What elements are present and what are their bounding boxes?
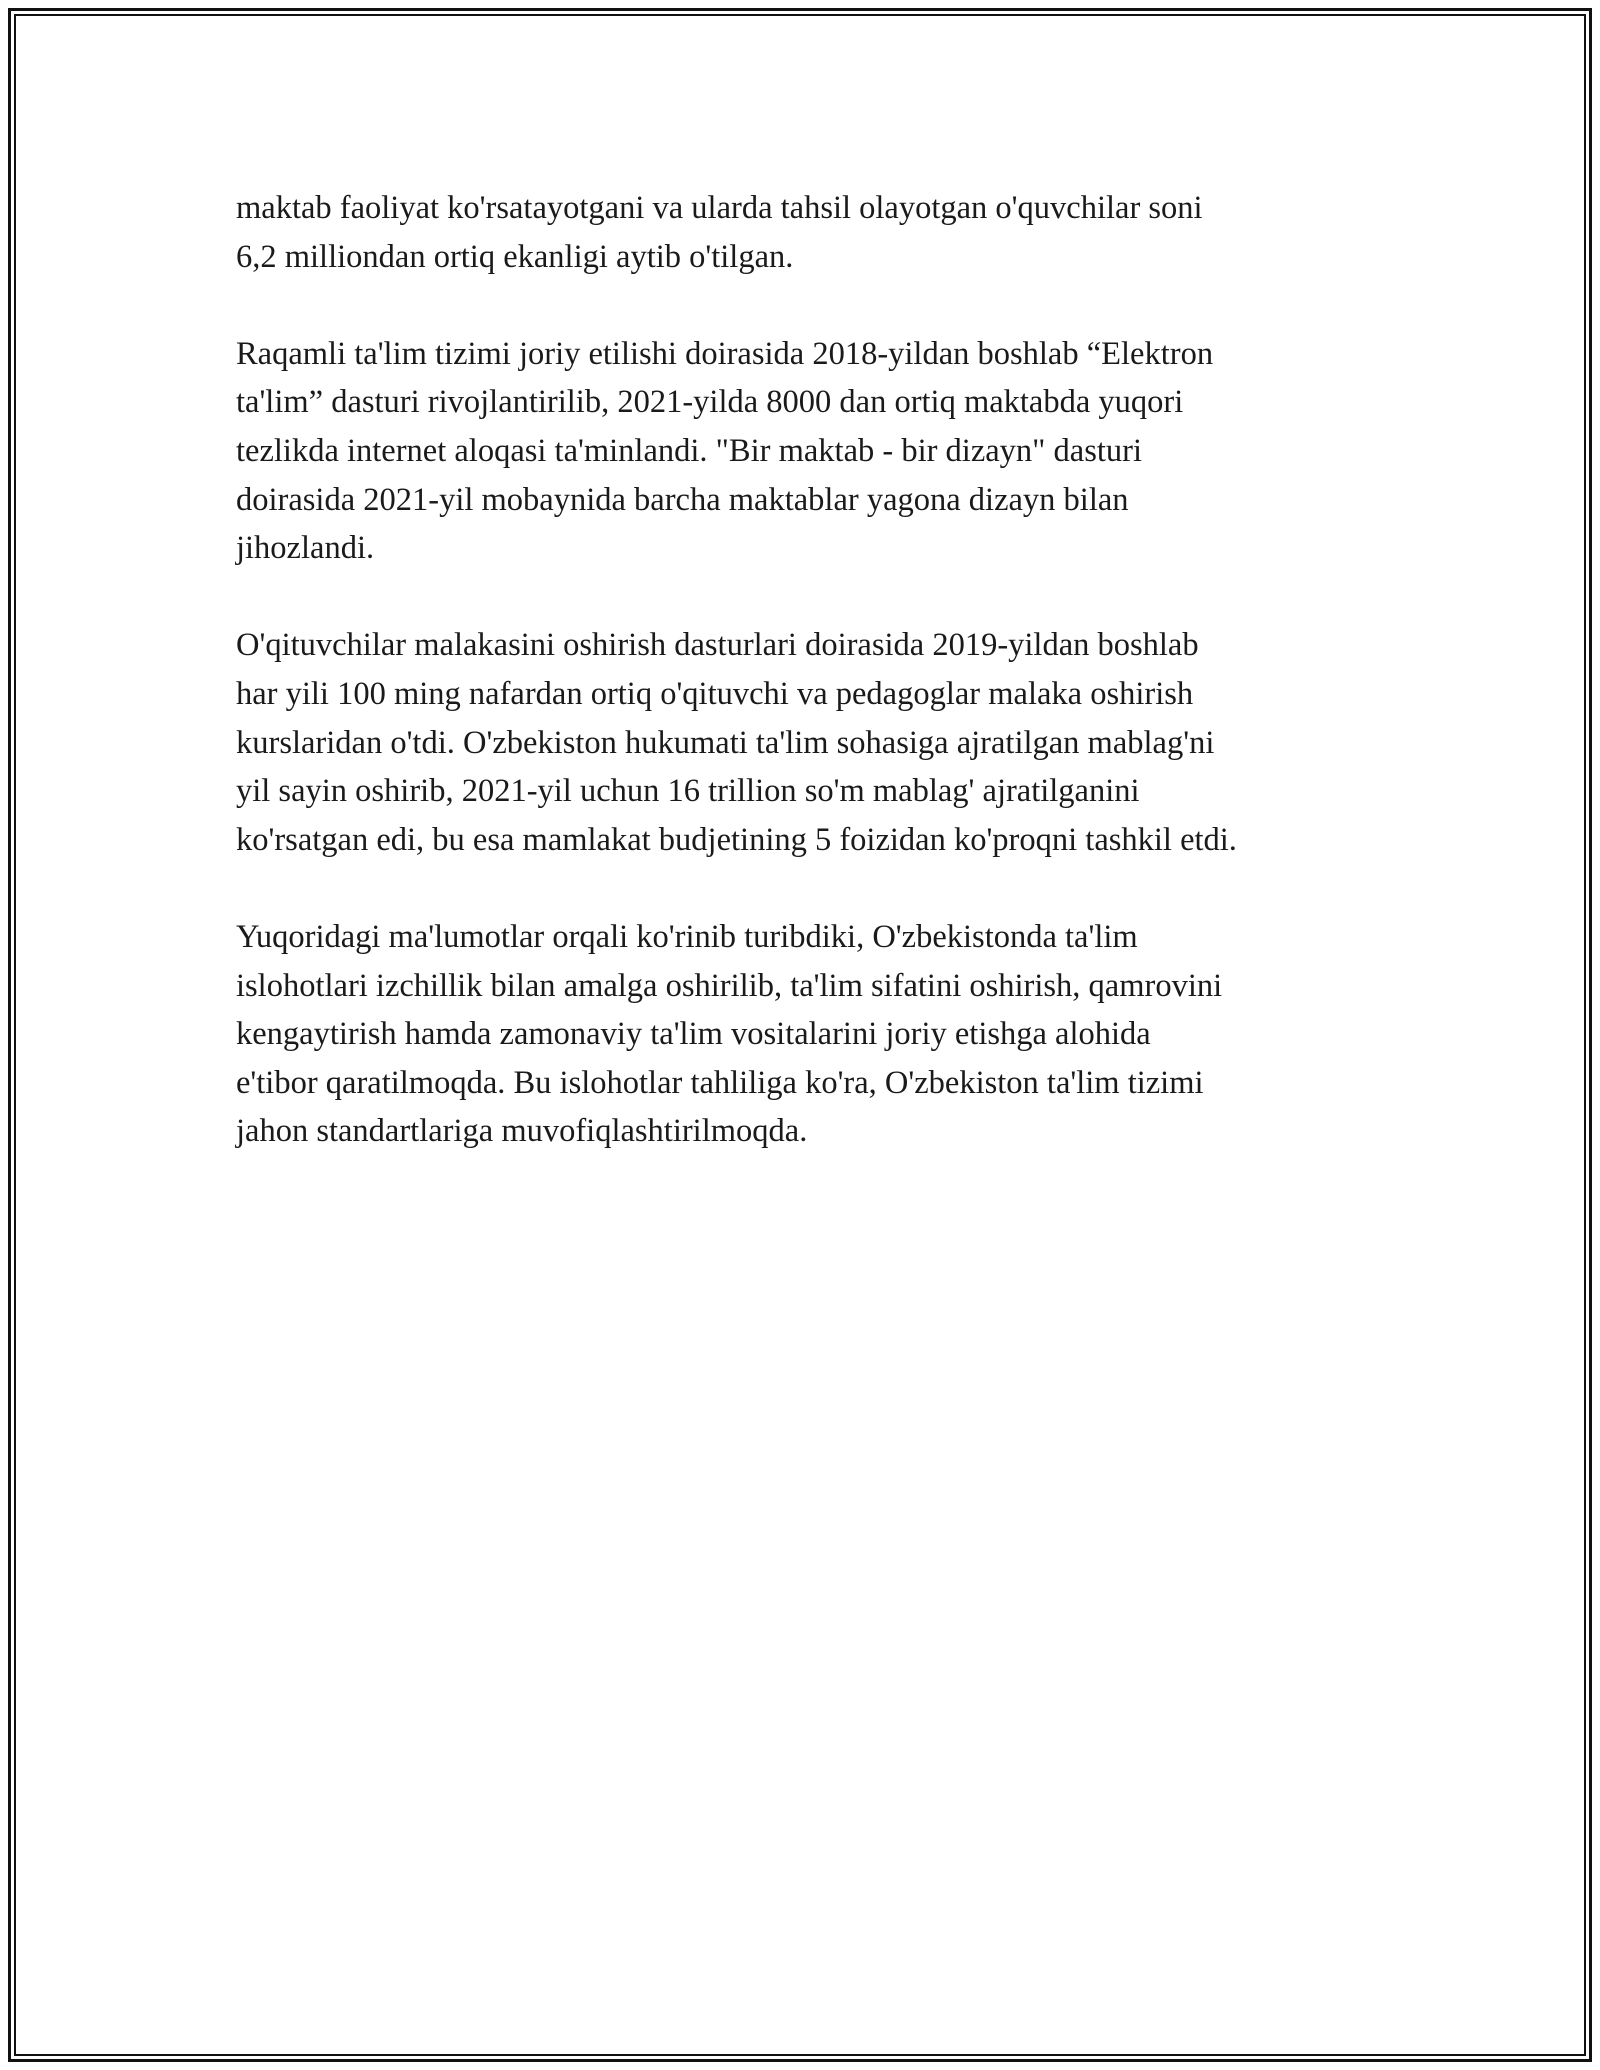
paragraph-2: Raqamli ta'lim tizimi joriy etilishi doirasida 2018-yildan boshlab “Elektron ta'lim” dasturi rivojlantirilib, 2021-yilda 8000 dan ortiq maktabda yuqori tezlikda internet aloqasi ta'minlandi. "Bir maktab - bir dizayn" dasturi doirasida 2021-yil mobaynida barcha maktablar yagona dizayn bilan jihozlandi. bbox=[236, 335, 1214, 567]
paragraph-3: O'qituvchilar malakasini oshirish dasturlari doirasida 2019-yildan boshlab har yili 100 ming nafardan ortiq o'qituvchi va pedagoglar malaka oshirish kurslaridan o'tdi. O'zbekiston hukumati ta'lim sohasiga ajratilgan mablag'ni yil sayin oshirib, 2021-yil uchun 16 trillion so'm mablag' ajratilganini ko'rsatgan edi, bu esa mamlakat budjetining 5 foizidan ko'proqni tashkil etdi. bbox=[236, 627, 1237, 858]
document-body bbox=[236, 184, 1396, 1204]
paragraph-4: Yuqoridagi ma'lumotlar orqali ko'rinib turibdiki, O'zbekistonda ta'lim islohotlari izchillik bilan amalga oshirilib, ta'lim sifatini oshirish, qamrovini kengaytirish hamda zamonaviy ta'lim vositalarini joriy etishga alohida e'tibor qaratilmoqda. Bu islohotlar tahliliga ko'ra, O'zbekiston ta'lim tizimi jahon standartlariga muvofiqlashtirilmoqda. bbox=[236, 918, 1223, 1150]
paragraph-1: maktab faoliyat ko'rsatayotgani va ularda tahsil olayotgan o'quvchilar soni 6,2 milliondan ortiq ekanligi aytib o'tilgan. bbox=[236, 190, 1203, 275]
